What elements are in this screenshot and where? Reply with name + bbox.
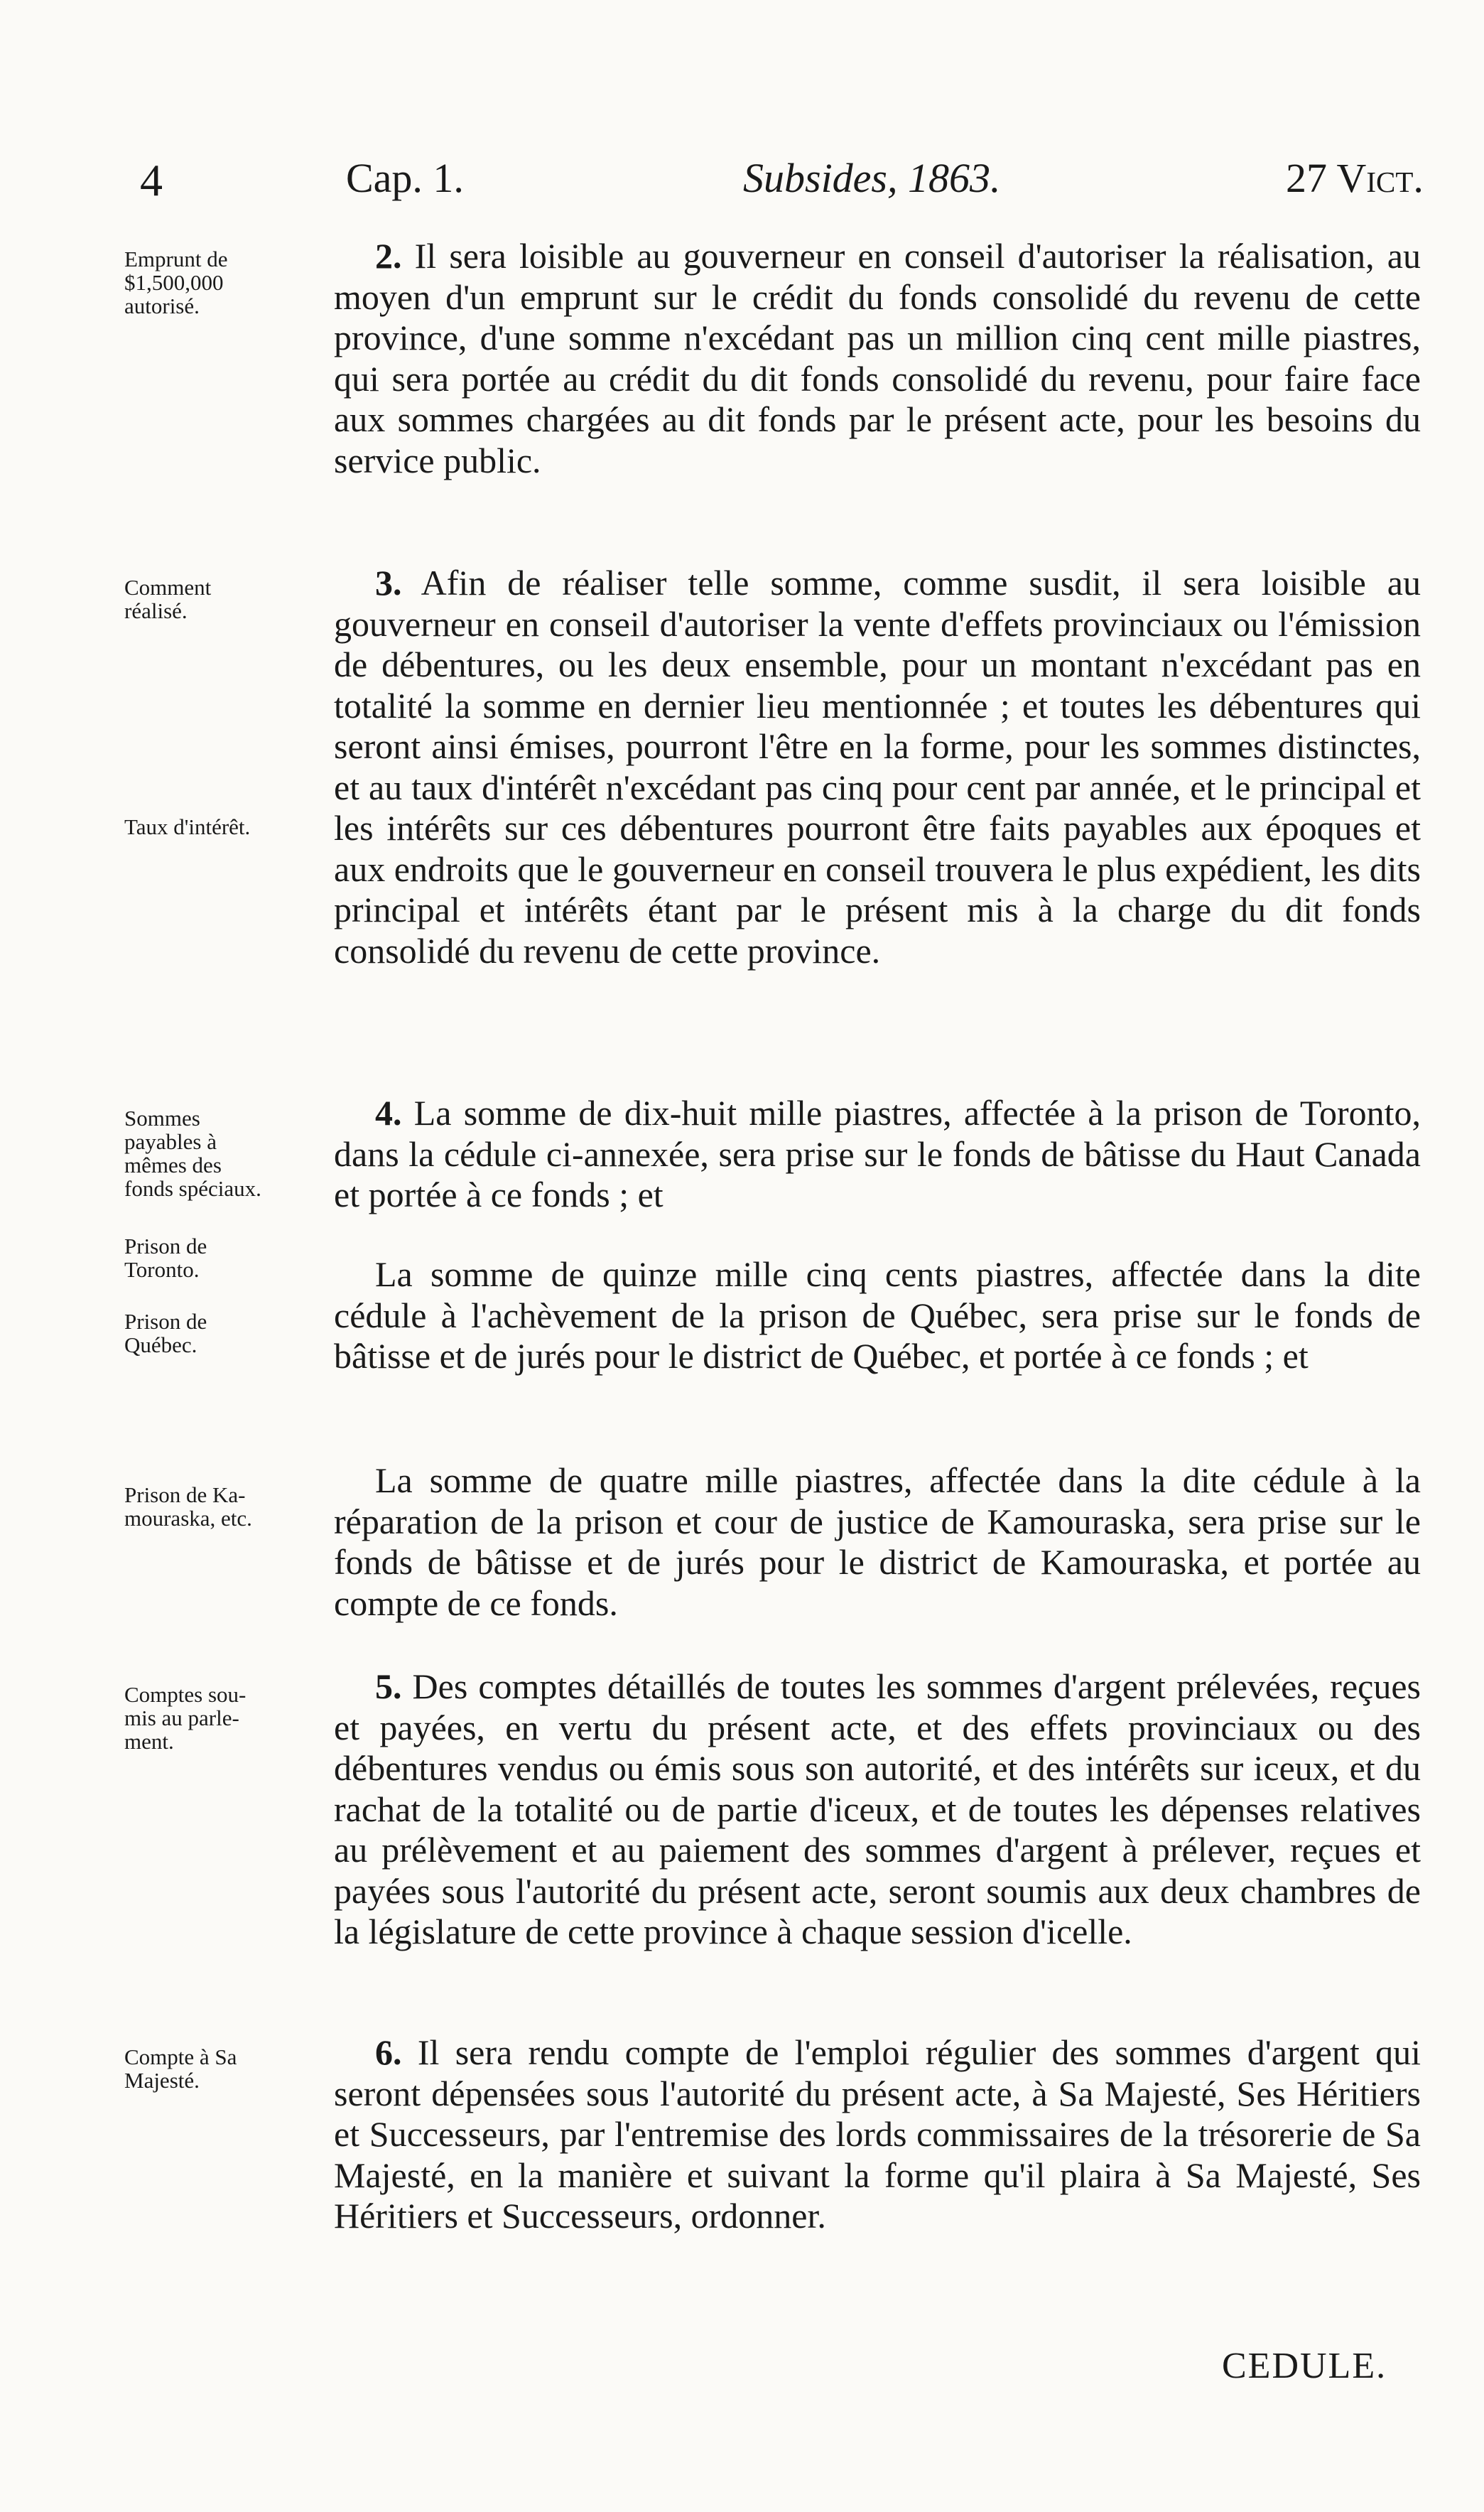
section-text: Il sera loisible au gouverneur en conseil d'autoriser la réalisation, au moyen d'un emprunt sur le crédit du fonds consolidé du revenu de cette province, d'une somme n'excédant pas un million cinq cent mille piastres, qui sera portée au crédit du dit fonds consolidé du revenu, pour faire face aux sommes chargées au dit fonds par le présent acte, pour les besoins du service public. xyxy=(334,236,1421,480)
section-text: La somme de quatre mille piastres, affectée dans la dite cédule à la réparation de la prison et cour de justice de Kamouraska, sera prise sur le fonds de bâtisse et de jurés pour le district de Kamouraska, et portée au compte de ce fonds. xyxy=(334,1460,1421,1623)
section-number: 3. xyxy=(375,563,402,603)
section-number: 4. xyxy=(375,1093,402,1133)
margin-note-kamouraska: Prison de Ka- mouraska, etc. xyxy=(124,1482,252,1531)
section-2 xyxy=(334,236,1421,481)
section-5 xyxy=(334,1666,1421,1953)
running-title: Subsides, 1863. xyxy=(743,155,1001,201)
section-number: 6. xyxy=(375,2032,402,2072)
section-4-kamouraska xyxy=(334,1460,1421,1624)
section-text: Il sera rendu compte de l'emploi régulier des sommes d'argent qui seront dépensées sous l'autorité du présent acte, à Sa Majesté, Ses Héritiers et Successeurs, par l'entremise des lords commissaires de la trésorerie de Sa Majesté, en la manière et suivant la forme qu'il plaira à Sa Majesté, Ses Héritiers et Successeurs, ordonner. xyxy=(334,2032,1421,2236)
margin-note-toronto: Prison de Toronto. xyxy=(124,1234,207,1282)
margin-note-emprunt: Emprunt de $1,500,000 autorisé. xyxy=(124,247,228,318)
section-text: La somme de dix-huit mille piastres, affectée à la prison de Toronto, dans la cédule ci-annexée, sera prise sur le fonds de bâtisse du Haut Canada et portée à ce fonds ; et xyxy=(334,1093,1421,1214)
section-4 xyxy=(334,1093,1421,1216)
section-3 xyxy=(334,563,1421,971)
section-text: La somme de quinze mille cinq cents piastres, affectée dans la dite cédule à l'achèvement de la prison de Québec, sera prise sur le fonds de bâtisse et de jurés pour le district de Québec, et portée à ce fonds ; et xyxy=(334,1254,1421,1376)
margin-note-quebec: Prison de Québec. xyxy=(124,1309,207,1357)
section-number: 5. xyxy=(375,1666,402,1706)
page-number: 4 xyxy=(140,155,163,205)
section-4-quebec xyxy=(334,1254,1421,1377)
margin-note-taux: Taux d'intérêt. xyxy=(124,814,251,839)
chapter-label: Cap. 1. xyxy=(346,155,464,201)
margin-note-comment: Comment réalisé. xyxy=(124,575,212,623)
section-text: Afin de réaliser telle somme, comme susdit, il sera loisible au gouverneur en conseil d'autoriser la vente d'effets provinciaux ou l'émission de débentures, ou les deux ensemble, pour un montant n'excédant pas en totalité la somme en dernier lieu mentionnée ; et toutes les débentures qui seront ainsi émises, pourront l'être en la forme, pour les sommes distinctes, et au taux d'intérêt n'excédant pas cinq pour cent par année, et le principal et les intérêts sur ces débentures pourront être faits payables aux époques et aux endroits que le gouverneur en conseil trouvera le plus expédient, les dits principal et intérêts étant par le présent mis à la charge du dit fonds consolidé du revenu de cette province. xyxy=(334,563,1421,971)
section-text: Des comptes détaillés de toutes les sommes d'argent prélevées, reçues et payées, en vertu du présent acte, et des effets provinciaux ou des débentures vendus ou émis sous son autorité, et des intérêts sur iceux, et du rachat de la totalité ou de partie d'iceux, et de toutes les dépenses relatives au prélèvement et au paiement des sommes d'argent à prélever, reçues et payées sous l'autorité du présent acte, seront soumis aux deux chambres de la législature de cette province à chaque session d'icelle. xyxy=(334,1666,1421,1951)
regnal-year: 27 Vict. xyxy=(1286,155,1424,201)
catchword: CEDULE. xyxy=(1222,2346,1387,2386)
section-6 xyxy=(334,2032,1421,2237)
margin-note-comptes: Comptes sou- mis au parle- ment. xyxy=(124,1682,247,1754)
section-number: 2. xyxy=(375,236,402,276)
margin-note-sommes: Sommes payables à mêmes des fonds spéciaux. xyxy=(124,1106,261,1201)
margin-note-majeste: Compte à Sa Majesté. xyxy=(124,2044,237,2093)
